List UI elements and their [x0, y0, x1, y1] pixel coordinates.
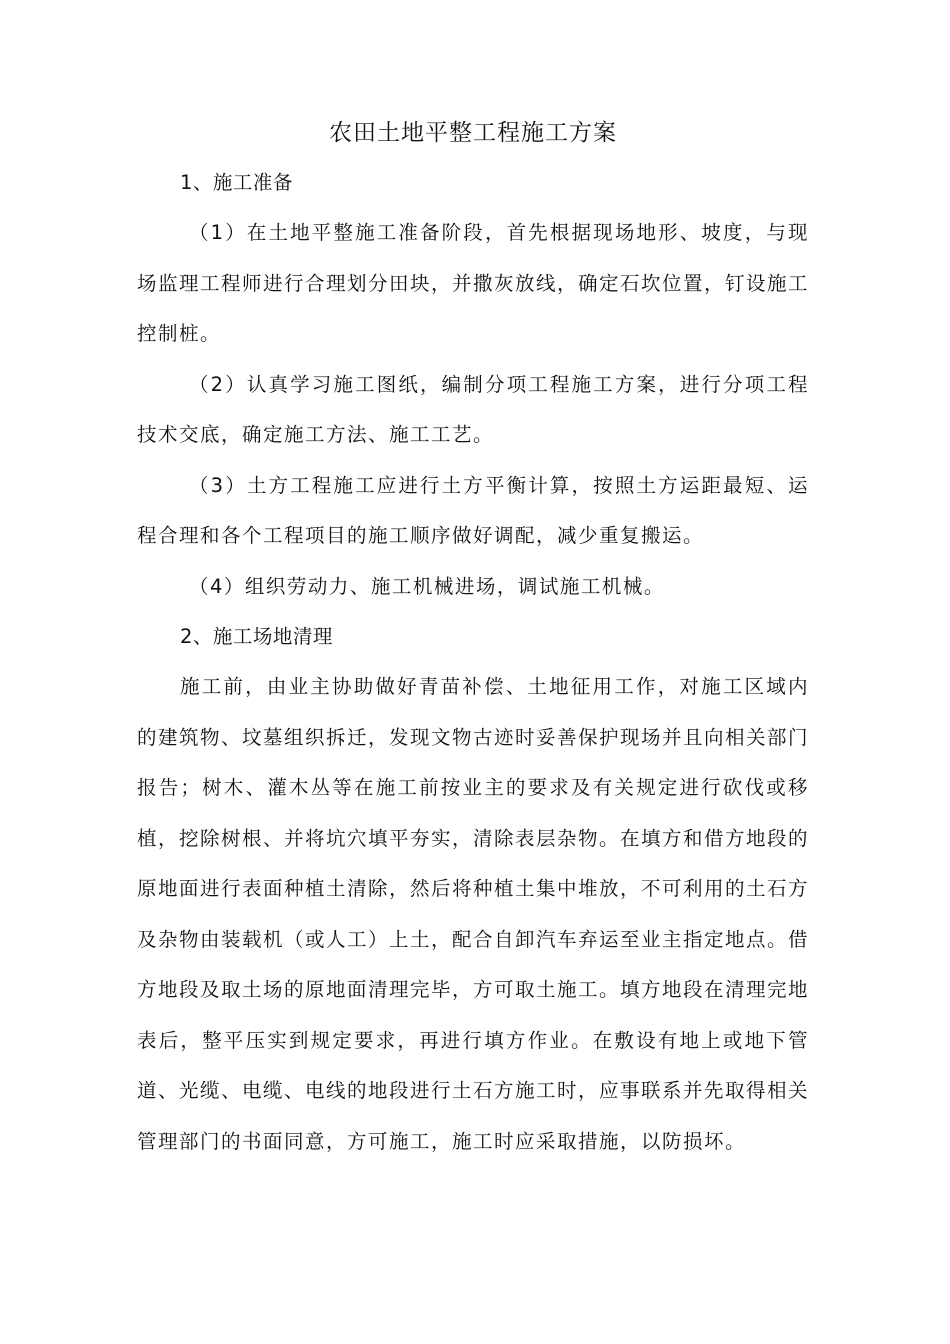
paragraph-body: 施工前，由业主协助做好青苗补偿、土地征用工作，对施工区域内的建筑物、坟墓组织拆迁，发现文物古迹时妥善保护现场并且向相关部门报告；树木、灌木丛等在施工前按业主的要求及有关规定进行砍伐或移植，挖除树根、并将坑穴填平夯实，清除表层杂物。在填方和借方地段的原地面进行表面种植土清除，然后将种植土集中堆放，不可利用的土石方及杂物由装载机（或人工）上土，配合自卸汽车弃运至业主指定地点。借方地段及取土场的原地面清理完毕，方可取土施工。填方地段在清理完地表后，整平压实到规定要求，再进行填方作业。在敷设有地上或地下管道、光缆、电缆、电线的地段进行土石方施工时，应事联系并先取得相关管理部门的书面同意，方可施工，施工时应采取措施，以防损坏。 [137, 675, 810, 1153]
document-page [137, 118, 809, 1167]
section-heading: 1、施工准备 [180, 171, 293, 194]
document-title: 农田土地平整工程施工方案 [329, 120, 617, 146]
paragraph-item-3: （3）土方工程施工应进行土方平衡计算，按照土方运距最短、运程合理和各个工程项目的施工顺序做好调配，减少重复搬运。 [137, 473, 809, 547]
section-preparation [137, 168, 809, 612]
paragraph-item-2: （2）认真学习施工图纸，编制分项工程施工方案，进行分项工程技术交底，确定施工方法、施工工艺。 [137, 372, 809, 446]
paragraph-item-1: （1）在土地平整施工准备阶段，首先根据现场地形、坡度，与现场监理工程师进行合理划分田块，并撒灰放线，确定石坎位置，钉设施工控制桩。 [137, 221, 810, 345]
section-heading: 2、施工场地清理 [180, 625, 333, 648]
section-site-clearing [137, 622, 809, 1167]
paragraph-item-4: （4）组织劳动力、施工机械进场，调试施工机械。 [189, 574, 665, 598]
